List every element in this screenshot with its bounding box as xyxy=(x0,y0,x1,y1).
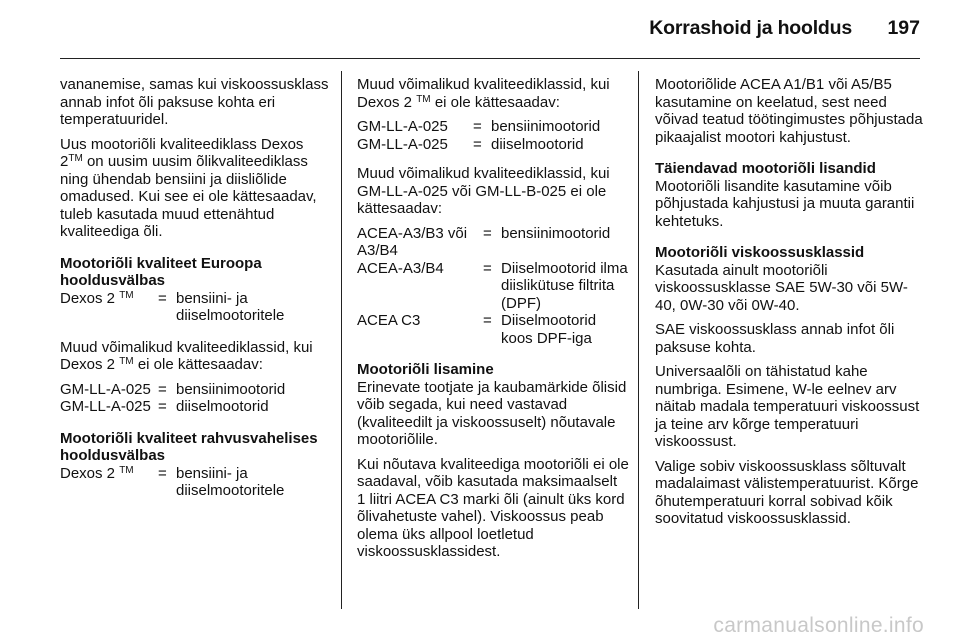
spec-value: diiselmootorid xyxy=(491,135,584,153)
section-heading: Mootoriõli lisamine xyxy=(357,361,494,378)
text-column-2 xyxy=(357,76,629,568)
paragraph: Universaalõli on tähistatud kahe numbriga. Esimene, W-le eelnev arv näitab madala temperatuuri viskoossust ja teine arv kõrge temperatuuri viskoossust. xyxy=(655,363,920,450)
spec-name: GM-LL-A-025 xyxy=(357,135,448,153)
paragraph: vananemise, samas kui viskoossusklass annab infot õli paksuse kohta eri temperatuuridel. xyxy=(60,76,329,128)
equals-sign: = xyxy=(483,259,492,277)
equals-sign: = xyxy=(158,380,167,398)
spec-value: Diiselmootorid ilma diislikütuse filtrita (DPF) xyxy=(501,259,628,312)
spec-name: Dexos 2 ™ xyxy=(60,464,134,482)
paragraph: Kui nõutava kvaliteediga mootoriõli ei ole saadaval, võib kasutada maksimaalselt 1 liitri ACEA C3 marki õli (ainult üks kord õlivahetuste vahel). Viskoossus peab olema üks allpool loetletud viskoossusklassidest. xyxy=(357,455,629,560)
equals-sign: = xyxy=(158,398,167,415)
spec-value: bensiini- ja diiselmootoritele xyxy=(176,464,285,499)
section-heading: Mootoriõli kvaliteet rahvusvahelises hooldusvälbas xyxy=(60,429,318,464)
section-heading: Mootoriõli viskoossusklassid xyxy=(655,244,865,261)
paragraph: SAE viskoossusklass annab infot õli paksuse kohta. xyxy=(655,321,895,356)
spec-name: ACEA-A3/B3 või A3/B4 xyxy=(357,224,468,259)
text-column-1 xyxy=(60,76,330,508)
paragraph: Kasutada ainult mootoriõli viskoossusklasse SAE 5W-30 või 5W-40, 0W-30 või 0W-40. xyxy=(655,261,908,314)
equals-sign: = xyxy=(473,135,482,153)
paragraph: Erinevate tootjate ja kaubamärkide õlisid võib segada, kui need vastavad (kvaliteedilt ja viskoossuselt) nõutavale mootoriõlile. xyxy=(357,378,627,448)
spec-name: GM-LL-A-025 xyxy=(60,398,151,415)
equals-sign: = xyxy=(483,224,492,242)
spec-value: Diiselmootorid koos DPF-iga xyxy=(501,312,597,347)
paragraph: Mootoriõli lisandite kasutamine võib põhjustada kahjustusi ja muuta garantii kehtetuks. xyxy=(655,177,915,230)
equals-sign: = xyxy=(473,118,482,135)
paragraph: Uus mootoriõli kvaliteediklass Dexos 2™ on uusim uusim õlikvaliteediklass ning ühendab bensiini ja diisliõlide omadused. Kui see ei ole kättesaadav, tuleb kasutada muud ettenähtud kvaliteediga õli. xyxy=(60,135,317,240)
paragraph: Muud võimalikud kvaliteediklassid, kui Dexos 2 ™ ei ole kättesaadav: xyxy=(357,76,610,111)
paragraph: Valige sobiv viskoossusklass sõltuvalt madalaimast välistemperatuurist. Kõrge õhutemperatuuri korral sobivad kõik soovitatud viskoossusklassid. xyxy=(655,457,919,527)
equals-sign: = xyxy=(483,312,492,329)
column-divider-1 xyxy=(341,71,342,609)
paragraph: Muud võimalikud kvaliteediklassid, kui GM-LL-A-025 või GM-LL-B-025 ei ole kättesaadav: xyxy=(357,165,610,217)
column-divider-2 xyxy=(638,71,639,609)
spec-name: ACEA-A3/B4 xyxy=(357,259,444,277)
spec-table xyxy=(60,465,330,500)
spec-value: bensiinimootorid xyxy=(501,224,611,242)
spec-name: Dexos 2 ™ xyxy=(60,289,134,307)
spec-table xyxy=(357,118,629,153)
spec-name: GM-LL-A-025 xyxy=(357,118,448,135)
paragraph: Mootoriõlide ACEA A1/B1 või A5/B5 kasutamine on keelatud, sest need võivad teatud töötingimustes põhjustada pikaajalist mootori kahjustust. xyxy=(655,76,923,146)
equals-sign: = xyxy=(158,464,167,482)
page-number: 197 xyxy=(887,17,920,39)
section-heading: Täiendavad mootoriõli lisandid xyxy=(655,160,876,177)
spec-name: GM-LL-A-025 xyxy=(60,380,151,398)
text-column-3 xyxy=(655,76,923,535)
spec-table xyxy=(60,381,330,416)
paragraph: Muud võimalikud kvaliteediklassid, kui Dexos 2 ™ ei ole kättesaadav: xyxy=(60,338,313,373)
spec-value: bensiinimootorid xyxy=(491,118,601,135)
page-header xyxy=(0,0,960,60)
spec-table xyxy=(60,290,330,325)
watermark: carmanualsonline.info xyxy=(713,614,924,637)
header-divider xyxy=(60,58,920,59)
section-heading: Mootoriõli kvaliteet Euroopa hooldusvälbas xyxy=(60,254,262,289)
spec-value: bensiinimootorid xyxy=(176,380,286,398)
spec-value: bensiini- ja diiselmootoritele xyxy=(176,289,285,324)
spec-table xyxy=(357,225,629,348)
spec-name: ACEA C3 xyxy=(357,312,421,329)
spec-value: diiselmootorid xyxy=(176,398,269,415)
section-title: Korrashoid ja hooldus xyxy=(649,17,852,39)
equals-sign: = xyxy=(158,289,167,307)
